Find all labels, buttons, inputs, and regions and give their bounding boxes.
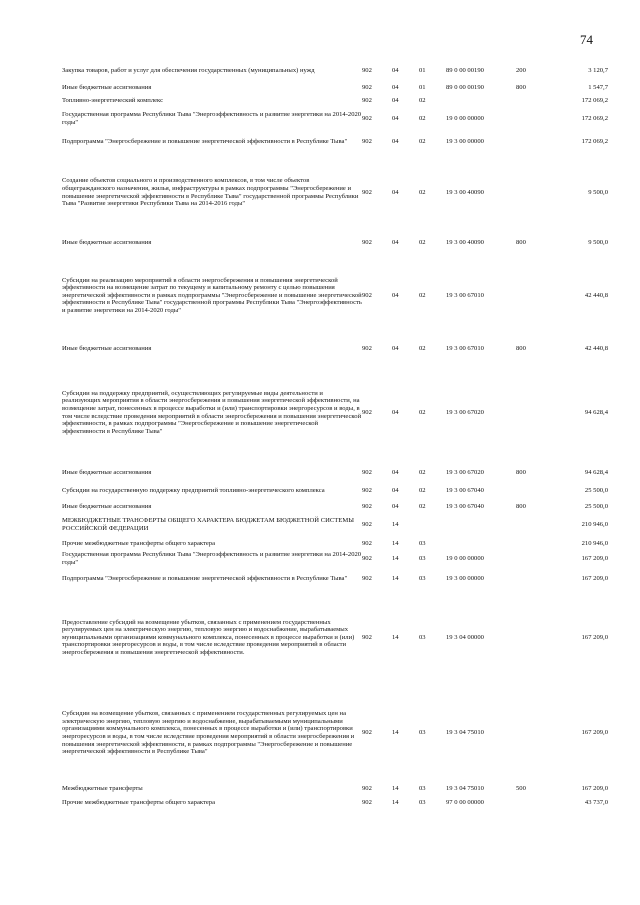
row-sum: 9 500,0	[588, 238, 608, 246]
row-vr	[516, 590, 546, 685]
row-rz: 04	[392, 291, 399, 299]
table-row	[62, 129, 608, 154]
row-pr: 03	[419, 539, 426, 547]
row-cs: 89 0 00 00190	[446, 66, 484, 74]
row-sum: 94 628,4	[584, 469, 608, 477]
row-vr	[516, 797, 546, 809]
row-rz: 04	[392, 83, 399, 91]
row-cs: 19 3 04 75010	[446, 729, 484, 737]
page-number: 74	[580, 32, 593, 47]
row-cs: 19 3 00 67010	[446, 291, 484, 299]
row-pr: 02	[419, 469, 426, 477]
row-sum: 167 209,0	[581, 729, 608, 737]
row-sum: 25 500,0	[584, 502, 608, 510]
row-gr: 902	[362, 66, 372, 74]
row-vr	[516, 108, 546, 129]
row-rz: 04	[392, 408, 399, 416]
row-gr: 902	[362, 469, 372, 477]
row-sum: 42 440,8	[584, 345, 608, 353]
row-gr: 902	[362, 188, 372, 196]
table-row	[62, 81, 608, 94]
table-row	[62, 685, 608, 781]
row-rz: 04	[392, 137, 399, 145]
row-cs: 97 0 00 00000	[446, 799, 484, 807]
table-row	[62, 361, 608, 464]
row-gr: 902	[362, 97, 372, 105]
row-rz: 14	[392, 539, 399, 547]
row-name: Иные бюджетные ассигнования	[62, 345, 152, 353]
table-row	[62, 781, 608, 797]
table-row	[62, 94, 608, 108]
row-gr: 902	[362, 539, 372, 547]
row-cs: 19 0 00 00000	[446, 114, 484, 122]
row-pr: 03	[419, 785, 426, 793]
row-rz: 14	[392, 633, 399, 641]
row-sum: 172 069,2	[581, 137, 608, 145]
row-rz: 14	[392, 799, 399, 807]
row-gr: 902	[362, 633, 372, 641]
row-cs: 89 0 00 00190	[446, 83, 484, 91]
row-sum: 42 440,8	[584, 291, 608, 299]
row-vr	[516, 94, 546, 108]
row-vr: 800	[516, 502, 526, 510]
table-row	[62, 482, 608, 500]
row-pr: 03	[419, 575, 426, 583]
row-cs: 19 3 00 00000	[446, 137, 484, 145]
table-row	[62, 464, 608, 482]
row-sum: 167 209,0	[581, 785, 608, 793]
row-gr: 902	[362, 238, 372, 246]
row-sum: 9 500,0	[588, 188, 608, 196]
row-rz: 14	[392, 785, 399, 793]
row-sum: 210 946,0	[581, 521, 608, 529]
row-pr: 03	[419, 729, 426, 737]
row-name: Межбюджетные трансферты	[62, 785, 143, 793]
row-pr: 02	[419, 114, 426, 122]
row-gr: 902	[362, 345, 372, 353]
budget-table	[62, 60, 608, 809]
table-row	[62, 568, 608, 590]
row-pr: 01	[419, 83, 426, 91]
row-gr: 902	[362, 799, 372, 807]
row-name: Государственная программа Республики Тыва "Энергоэффективность и развитие энергетики на 2014-2020 годы"	[62, 551, 362, 566]
row-name: Топливно-энергетический комплекс	[62, 97, 164, 105]
row-vr	[516, 568, 546, 590]
row-gr: 902	[362, 575, 372, 583]
row-vr: 800	[516, 83, 526, 91]
row-rz: 14	[392, 521, 399, 529]
row-cs: 19 3 00 00000	[446, 575, 484, 583]
row-rz: 04	[392, 502, 399, 510]
row-vr: 200	[516, 66, 526, 74]
row-name: Иные бюджетные ассигнования	[62, 502, 152, 510]
row-cs: 19 3 00 67010	[446, 345, 484, 353]
row-sum: 94 628,4	[584, 408, 608, 416]
row-gr: 902	[362, 555, 372, 563]
row-sum: 3 120,7	[588, 66, 608, 74]
row-cs: 19 3 00 40090	[446, 238, 484, 246]
row-name: Иные бюджетные ассигнования	[62, 83, 152, 91]
row-pr: 02	[419, 408, 426, 416]
row-pr: 02	[419, 188, 426, 196]
row-gr: 902	[362, 114, 372, 122]
row-pr: 01	[419, 66, 426, 74]
row-name: Предоставление субсидий на возмещение убытков, связанных с применением государственных регулируемых цен на электрическую энергию, тепловую энергию и водоснабжение, вырабатываемых муниципальными организациями коммунального комплекса, понесенных в процессе выработки и (или) транспортировки энергоресурсов и воды, в том числе вследствие проведения мероприятий в области энергосбережения и повышения энергетической эффективности.	[62, 618, 355, 656]
row-vr: 800	[516, 469, 526, 477]
row-vr	[516, 254, 546, 337]
row-gr: 902	[362, 137, 372, 145]
row-pr: 03	[419, 799, 426, 807]
table-row	[62, 550, 608, 568]
table-row	[62, 108, 608, 129]
row-sum: 172 069,2	[581, 114, 608, 122]
row-name: Субсидии на государственную поддержку предприятий топливно-энергетического комплекса	[62, 487, 325, 495]
table-row	[62, 254, 608, 337]
row-gr: 902	[362, 785, 372, 793]
row-name: Иные бюджетные ассигнования	[62, 469, 152, 477]
row-vr	[516, 361, 546, 464]
row-cs: 19 3 00 67040	[446, 502, 484, 510]
row-cs: 19 3 00 40090	[446, 188, 484, 196]
row-name: Субсидии на поддержку предприятий, осуществляющих регулируемые виды деятельности и реализующих мероприятия в области энергосбережения и повышения энергетической эффективности, на возмещение затрат, понесенных в процессе выработки и (или) транспортировки энергоресурсов и воды, в том числе вследствие проведения мероприятий в области энергосбережения и повышения энергетической эффективности, в рамках подпрограммы "Энергосбережение и повышение энергетической эффективности в Республике Тыва"	[62, 389, 362, 435]
row-sum: 167 209,0	[581, 555, 608, 563]
row-rz: 04	[392, 66, 399, 74]
row-gr: 902	[362, 502, 372, 510]
row-rz: 04	[392, 114, 399, 122]
row-sum: 43 737,0	[584, 799, 608, 807]
table-row	[62, 590, 608, 685]
row-vr	[516, 537, 546, 550]
row-name: Субсидии на реализацию мероприятий в области энергосбережения и повышения энергетической эффективности на возмещение затрат по текущему и капитальному ремонту с целью повышения энергетической эффективности в рамках подпрограммы "Энергосбережение и повышение энергетической эффективности в Республике Тыва" государственной программы Республики Тыва "Энергоэффективность и развитие энергетики на 2014-2020 годы"	[62, 276, 362, 314]
row-name: Закупка товаров, работ и услуг для обеспечения государственных (муниципальных) нужд	[62, 66, 315, 74]
row-pr: 03	[419, 555, 426, 563]
row-vr	[516, 482, 546, 500]
row-gr: 902	[362, 291, 372, 299]
row-vr	[516, 129, 546, 154]
row-name: Государственная программа Республики Тыва "Энергоэффективность и развитие энергетики на 2014-2020 годы"	[62, 110, 362, 126]
row-rz: 04	[392, 345, 399, 353]
row-pr: 02	[419, 502, 426, 510]
row-pr: 02	[419, 137, 426, 145]
row-vr: 800	[516, 238, 526, 246]
row-name: Субсидии на возмещение убытков, связанных с применением государственных регулируемых цен на электрическую энергию, тепловую энергию и водоснабжение, вырабатываемыми муниципальными организациями коммунального комплекса, понесенных в процессе выработки и (или) транспортировки энергоресурсов и воды, в том числе вследствие проведения мероприятий в области энергосбережения и повышения энергетической эффективности, в рамках подпрограммы "Энергосбережение и повышение энергетической эффективности в Республике Тыва"	[62, 710, 355, 756]
row-name: Подпрограмма "Энергосбережение и повышение энергетической эффективности в Республике Тыва"	[62, 137, 348, 145]
row-sum: 25 500,0	[584, 487, 608, 495]
row-pr: 03	[419, 633, 426, 641]
row-vr	[516, 513, 546, 537]
row-gr: 902	[362, 487, 372, 495]
row-rz: 14	[392, 729, 399, 737]
row-rz: 04	[392, 188, 399, 196]
row-sum: 167 209,0	[581, 633, 608, 641]
row-rz: 14	[392, 575, 399, 583]
row-sum: 210 946,0	[581, 539, 608, 547]
row-cs	[446, 537, 516, 550]
table-row	[62, 513, 608, 537]
row-sum: 1 547,7	[588, 83, 608, 91]
row-vr	[516, 550, 546, 568]
row-rz: 04	[392, 97, 399, 105]
row-name: Подпрограмма "Энергосбережение и повышение энергетической эффективности в Республике Тыва"	[62, 575, 348, 583]
table-row	[62, 60, 608, 81]
row-pr: 02	[419, 97, 426, 105]
row-name: Прочие межбюджетные трансферты общего характера	[62, 799, 216, 807]
table-row	[62, 231, 608, 254]
budget-table-body	[62, 60, 608, 809]
row-cs: 19 3 04 75010	[446, 785, 484, 793]
row-name: Прочие межбюджетные трансферты общего характера	[62, 539, 216, 547]
table-row	[62, 537, 608, 550]
row-cs	[446, 94, 516, 108]
row-rz: 04	[392, 487, 399, 495]
row-cs: 19 3 00 67020	[446, 408, 484, 416]
row-name: Создание объектов социального и производственного комплексов, в том числе объектов общегражданского назначения, жилья, инфраструктуры в рамках подпрограммы "Энергосбережение и повышение энергетической эффективности в Республике Тыва" государственной программы Республики Тыва "Развитие энергетики Республики Тыва на 2014-2016 годы"	[62, 177, 359, 208]
row-vr	[516, 154, 546, 231]
table-row	[62, 797, 608, 809]
row-cs: 19 0 00 00000	[446, 555, 484, 563]
row-cs: 19 3 04 00000	[446, 633, 484, 641]
row-rz: 04	[392, 238, 399, 246]
row-sum: 167 209,0	[581, 575, 608, 583]
row-name: МЕЖБЮДЖЕТНЫЕ ТРАНСФЕРТЫ ОБЩЕГО ХАРАКТЕРА БЮДЖЕТАМ БЮДЖЕТНОЙ СИСТЕМЫ РОССИЙСКОЙ ФЕДЕРАЦИИ	[62, 517, 354, 532]
row-vr	[516, 685, 546, 781]
row-cs: 19 3 00 67040	[446, 487, 484, 495]
row-pr: 02	[419, 291, 426, 299]
row-vr: 500	[516, 785, 526, 793]
row-rz: 04	[392, 469, 399, 477]
row-pr: 02	[419, 487, 426, 495]
row-name: Иные бюджетные ассигнования	[62, 238, 152, 246]
table-row	[62, 337, 608, 361]
row-gr: 902	[362, 521, 372, 529]
row-pr: 02	[419, 238, 426, 246]
row-vr: 800	[516, 345, 526, 353]
row-sum: 172 069,2	[581, 97, 608, 105]
table-row	[62, 500, 608, 513]
row-gr: 902	[362, 83, 372, 91]
row-pr: 02	[419, 345, 426, 353]
row-gr: 902	[362, 408, 372, 416]
table-row	[62, 154, 608, 231]
row-rz: 14	[392, 555, 399, 563]
row-pr	[419, 513, 446, 537]
row-gr: 902	[362, 729, 372, 737]
row-cs	[446, 513, 516, 537]
row-cs: 19 3 00 67020	[446, 469, 484, 477]
